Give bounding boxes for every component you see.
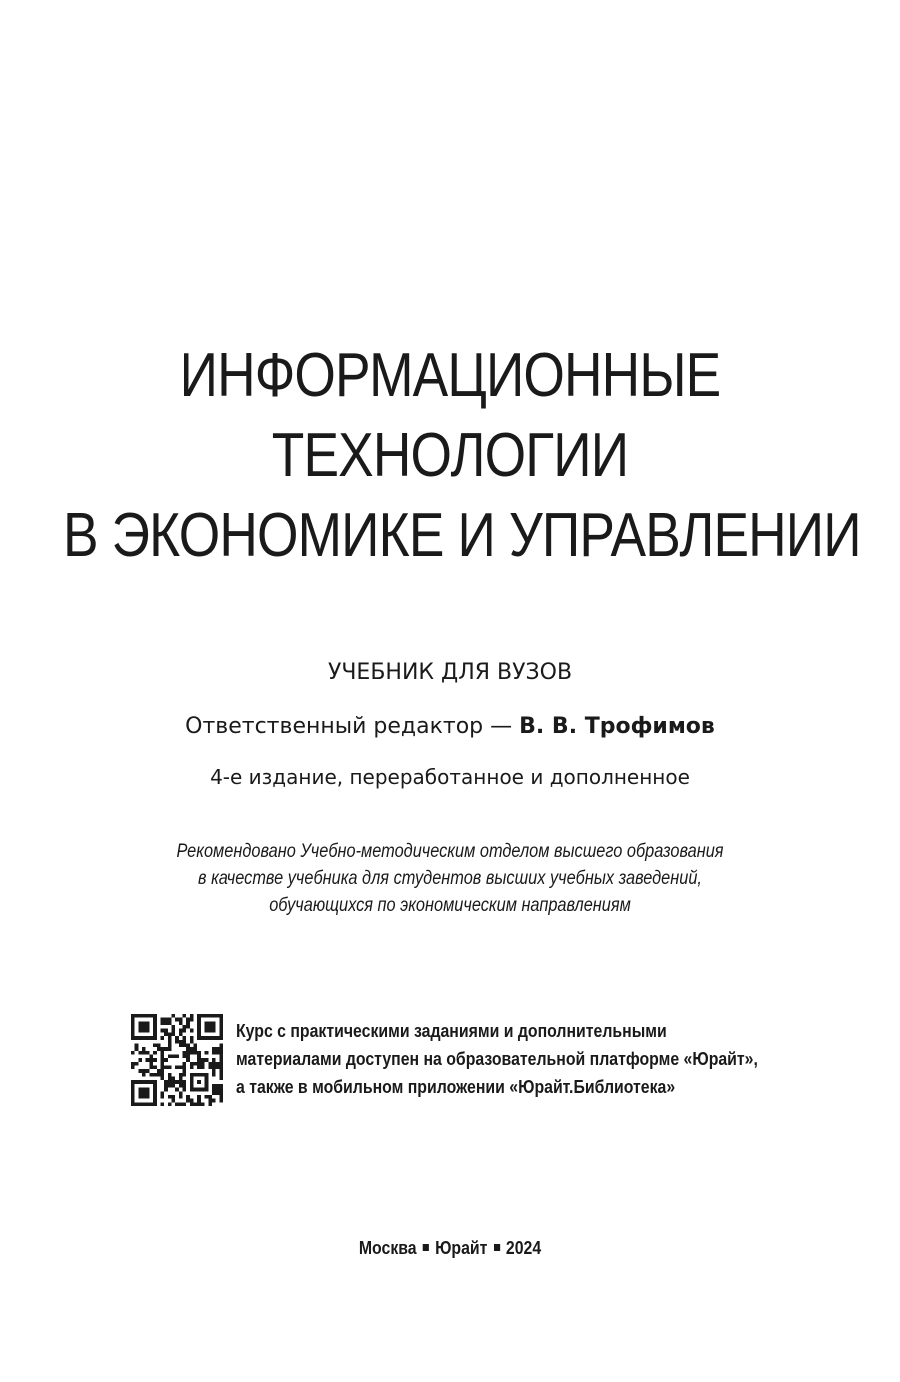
book-title-line-2: ТЕХНОЛОГИИ: [271, 421, 629, 490]
book-type: УЧЕБНИК ДЛЯ ВУЗОВ: [327, 660, 573, 685]
book-title: [63, 336, 861, 576]
recommendation: [63, 838, 837, 919]
imprint-year: 2024: [505, 1238, 542, 1258]
editor-name: В. В. Трофимов: [519, 714, 715, 739]
edition-note: 4-е издание, переработанное и дополненное: [210, 765, 690, 789]
imprint-city: Москва: [358, 1238, 417, 1258]
qr-code-icon[interactable]: [131, 1014, 223, 1106]
course-note-line-3: а также в мобильном приложении «Юрайт.Библиотека»: [236, 1077, 676, 1097]
course-note-line-1: Курс с практическими заданиями и дополнительными: [236, 1021, 667, 1041]
imprint-line: [54, 1235, 846, 1261]
editor-label: Ответственный редактор —: [185, 714, 520, 739]
separator-square-icon: [494, 1244, 500, 1251]
recommendation-line-2: в качестве учебника для студентов высших учебных заведений,: [198, 868, 702, 889]
course-note: [236, 1017, 764, 1101]
imprint-publisher: Юрайт: [435, 1238, 488, 1258]
book-title-line-3: В ЭКОНОМИКЕ И УПРАВЛЕНИИ: [63, 501, 861, 570]
book-title-line-1: ИНФОРМАЦИОННЫЕ: [179, 341, 721, 410]
editor-line: [0, 712, 900, 742]
recommendation-line-3: обучающихся по экономическим направлениям: [269, 895, 631, 916]
course-note-line-2: материалами доступен на образовательной платформе «Юрайт»,: [236, 1049, 758, 1069]
recommendation-line-1: Рекомендовано Учебно-методическим отделом высшего образования: [176, 841, 724, 862]
separator-square-icon: [423, 1244, 429, 1251]
